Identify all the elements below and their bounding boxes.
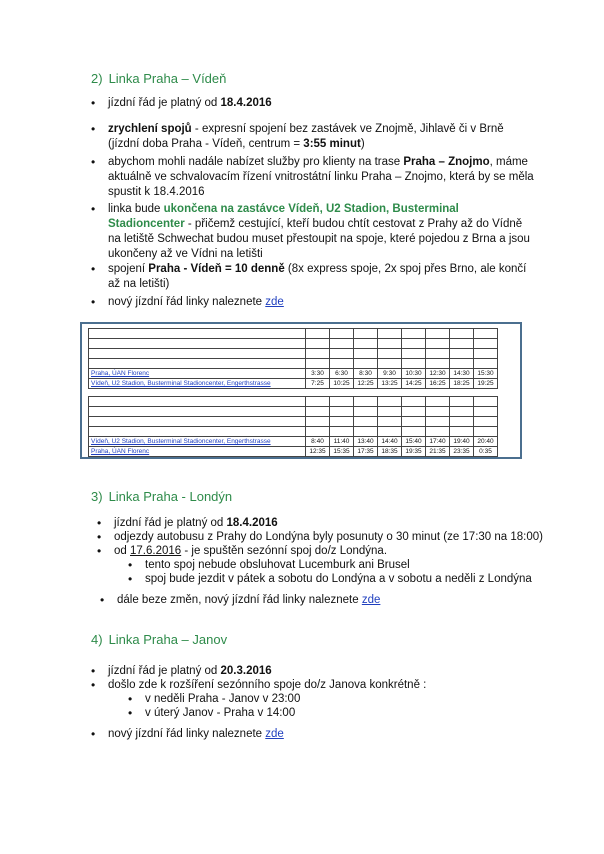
list-item: • v neděli Praha - Janov v 23:00 bbox=[145, 692, 525, 707]
list-item: • jízdní řád je platný od 18.4.2016 bbox=[114, 516, 534, 531]
table-row: Vídeň, U2 Stadion, Busterminal Stadioncenter, Engerthstrasse 8:40 11:40 13:40 14:40 15:40 17:40 19:40 20:40 bbox=[89, 437, 498, 447]
table-row: Vídeň, U2 Stadion, Busterminal Stadioncenter, Engerthstrasse 7:25 10:25 12:25 13:25 14:25 16:25 18:25 19:25 bbox=[89, 379, 498, 389]
list-item: • zrychlení spojů - expresní spojení bez zastávek ve Znojmě, Jihlavě či v Brně (jízdní doba Praha - Vídeň, centrum = 3:55 minut) bbox=[108, 122, 538, 152]
list-item: • jízdní řád je platný od 18.4.2016 bbox=[108, 96, 528, 111]
list-item: • spojení Praha - Vídeň = 10 denně (8x express spoje, 2x spoj přes Brno, ale končí až na letišti) bbox=[108, 262, 538, 292]
section-4-title: 4) Linka Praha – Janov bbox=[91, 632, 228, 647]
section-3-title: 3) Linka Praha - Londýn bbox=[91, 489, 233, 504]
list-item: • odjezdy autobusu z Prahy do Londýna byly posunuty o 30 minut (ze 17:30 na 18:00) bbox=[114, 530, 544, 545]
list-item: • abychom mohli nadále nabízet služby pro klienty na trase Praha – Znojmo, máme aktuálně ve schvalovacím řízení vnitrostátní linku Praha – Znojmo, která by se měla spustit k 18.4.2016 bbox=[108, 155, 538, 200]
list-item: • došlo zde k rozšíření sezónního spoje do/z Janova konkrétně : bbox=[108, 678, 538, 693]
timetable-image bbox=[80, 322, 522, 459]
list-item: • nový jízdní řád linky naleznete zde bbox=[108, 727, 528, 742]
table-row: Praha, ÚAN Florenc 3:30 6:30 8:30 9:30 10:30 12:30 14:30 15:30 bbox=[89, 369, 498, 379]
timetable-link-vienna[interactable]: zde bbox=[265, 296, 284, 308]
section-2-title: 2) Linka Praha – Vídeň bbox=[91, 71, 227, 86]
timetable-link-genoa[interactable]: zde bbox=[265, 728, 284, 740]
list-item: • nový jízdní řád linky naleznete zde bbox=[108, 295, 538, 310]
list-item: • spoj bude jezdit v pátek a sobotu do Londýna a v sobotu a neděli z Londýna bbox=[145, 572, 565, 587]
list-item: • linka bude ukončena na zastávce Vídeň, U2 Stadion, Busterminal Stadioncenter - přičemž cestující, kteří budou chtít cestovat z Prahy až do Vídně na letiště Schwechat budou muset přestoupit na spoje, které pojedou z Brna a jsou ukončeny až ve Vídni na letišti bbox=[108, 202, 538, 262]
list-item: • tento spoj nebude obsluhovat Lucemburk ani Brusel bbox=[145, 558, 545, 573]
timetable-bottom bbox=[88, 396, 498, 457]
table-row: Praha, ÚAN Florenc 12:35 15:35 17:35 18:35 19:35 21:35 23:35 0:35 bbox=[89, 447, 498, 457]
list-item: • dále beze změn, nový jízdní řád linky naleznete zde bbox=[117, 593, 537, 608]
list-item: • v úterý Janov - Praha v 14:00 bbox=[145, 706, 525, 721]
timetable-link-london[interactable]: zde bbox=[361, 594, 381, 606]
list-item: • od 17.6.2016 - je spuštěn sezónní spoj do/z Londýna. bbox=[114, 544, 534, 559]
list-item: • jízdní řád je platný od 20.3.2016 bbox=[108, 664, 528, 679]
timetable-top bbox=[88, 328, 498, 389]
